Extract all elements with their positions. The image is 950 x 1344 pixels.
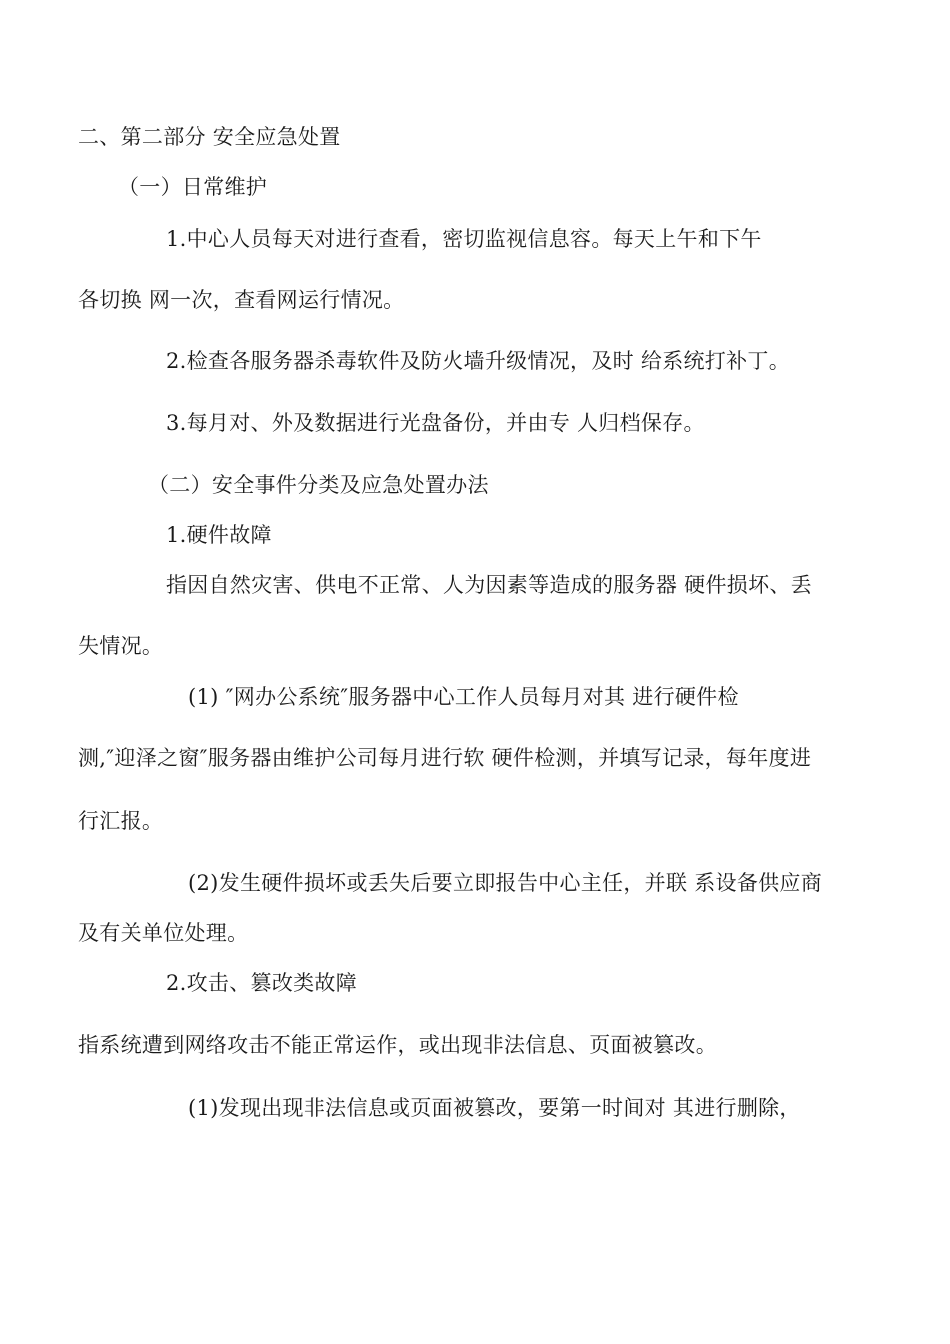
item-heading: 1.硬件故障: [166, 523, 272, 547]
section-heading: 二、第二部分 安全应急处置: [78, 125, 341, 149]
paragraph-line: 及有关单位处理。: [78, 921, 249, 945]
subsection-heading: （一）日常维护: [118, 175, 268, 199]
paragraph-line: (1) ″网办公系统″服务器中心工作人员每月对其 进行硬件检: [188, 685, 739, 709]
paragraph-line: (1)发现出现非法信息或页面被篡改，要第一时间对 其进行删除，: [188, 1096, 801, 1120]
paragraph-line: 失情况。: [78, 634, 164, 658]
paragraph-line: 指因自然灾害、供电不正常、人为因素等造成的服务器 硬件损坏、丢: [166, 573, 812, 597]
paragraph-line: 2.检查各服务器杀毒软件及防火墙升级情况，及时 给系统打补丁。: [166, 349, 791, 373]
paragraph-line: (2)发生硬件损坏或丢失后要立即报告中心主任，并联 系设备供应商: [188, 871, 823, 895]
paragraph-line: 各切换 网一次，查看网运行情况。: [78, 288, 405, 312]
subsection-heading: （二）安全事件分类及应急处置办法: [148, 473, 489, 497]
paragraph-line: 测,″迎泽之窗″服务器由维护公司每月进行软 硬件检测，并填写记录，每年度进: [78, 746, 812, 770]
paragraph-line: 指系统遭到网络攻击不能正常运作，或出现非法信息、页面被篡改。: [78, 1033, 717, 1057]
paragraph-line: 行汇报。: [78, 809, 164, 833]
paragraph-line: 1.中心人员每天对进行查看，密切监视信息容。每天上午和下午: [166, 227, 762, 251]
item-heading: 2.攻击、篡改类故障: [166, 971, 358, 995]
paragraph-line: 3.每月对、外及数据进行光盘备份，并由专 人归档保存。: [166, 411, 705, 435]
